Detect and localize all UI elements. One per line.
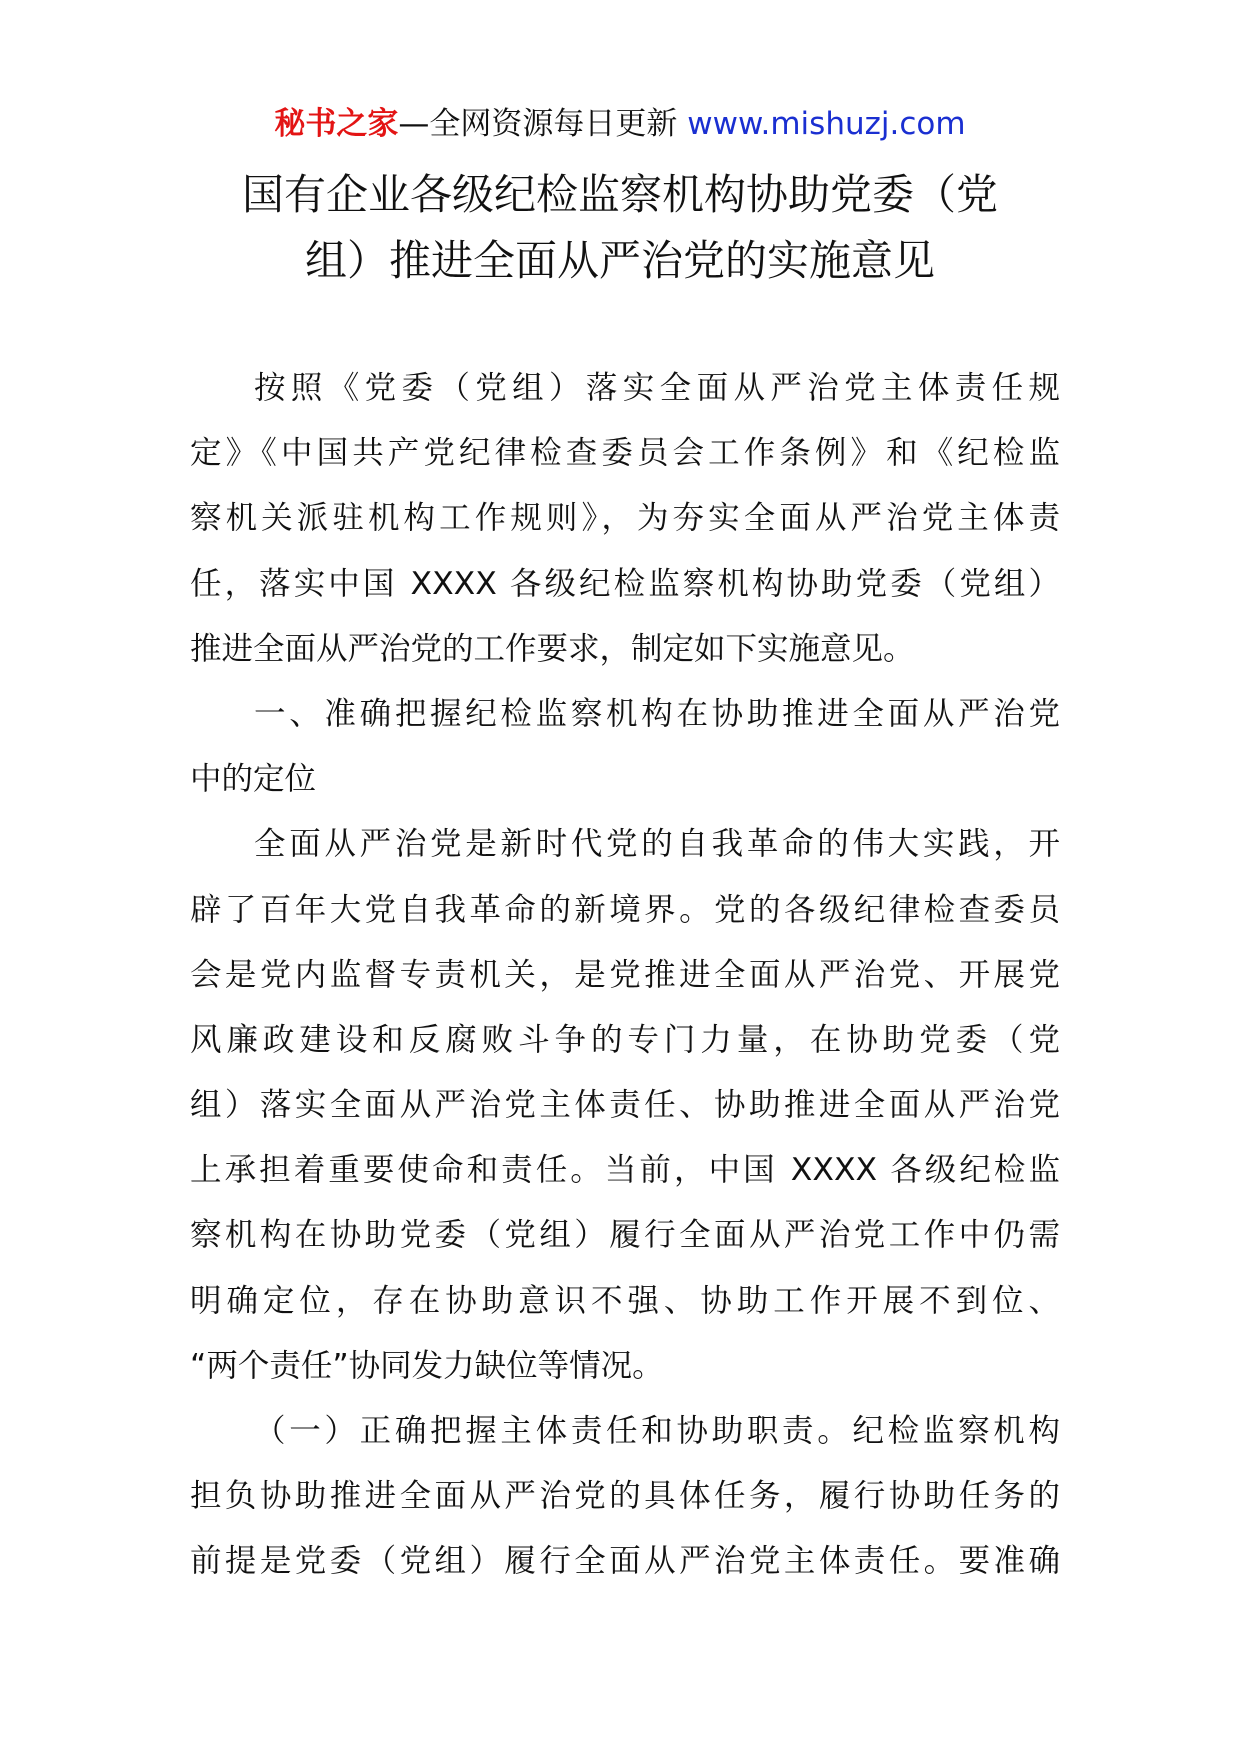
body-line: 定》《中国共产党纪律检查委员会工作条例》和《纪检监: [190, 435, 1060, 472]
document-body: [190, 356, 1060, 1595]
body-line: 任，落实中国 XXXX 各级纪检监察机构协助党委（党组）: [190, 565, 1060, 602]
body-line: “两个责任”协同发力缺位等情况。: [190, 1347, 664, 1384]
body-line: 风廉政建设和反腐败斗争的专门力量，在协助党委（党: [190, 1021, 1060, 1058]
site-header: [0, 104, 1240, 144]
subsection-line: （一）正确把握主体责任和协助职责。纪检监察机构: [254, 1413, 1060, 1449]
body-line: 担负协助推进全面从严治党的具体任务，履行协助任务的: [190, 1478, 1060, 1515]
body-line: 辟了百年大党自我革命的新境界。党的各级纪律检查委员: [190, 891, 1060, 928]
body-line: 推进全面从严治党的工作要求，制定如下实施意见。: [190, 630, 915, 667]
title-line: 国有企业各级纪检监察机构协助党委（党: [241, 170, 998, 219]
body-line: 察机构在协助党委（党组）履行全面从严治党工作中仍需: [190, 1217, 1060, 1254]
body-line: 组）落实全面从严治党主体责任、协助推进全面从严治党: [190, 1087, 1060, 1124]
body-line: 全面从严治党是新时代党的自我革命的伟大实践，开: [254, 826, 1060, 863]
document-title: [150, 162, 1090, 294]
body-line: 察机关派驻机构工作规则》，为夯实全面从严治党主体责: [190, 500, 1060, 537]
body-line: 按照《党委（党组）落实全面从严治党主体责任规: [254, 370, 1060, 406]
header-tagline: —全网资源每日更新: [398, 106, 678, 142]
brand-name: 秘书之家: [274, 106, 399, 142]
section-heading-line: 中的定位: [190, 761, 317, 798]
title-line: 组）推进全面从严治党的实施意见: [304, 236, 935, 285]
body-line: 会是党内监督专责机关，是党推进全面从严治党、开展党: [190, 956, 1060, 993]
body-line: 上承担着重要使命和责任。当前，中国 XXXX 各级纪检监: [190, 1152, 1060, 1189]
section-heading-line: 一、准确把握纪检监察机构在协助推进全面从严治党: [254, 695, 1060, 732]
site-url[interactable]: www.mishuzj.com: [687, 106, 966, 142]
body-line: 前提是党委（党组）履行全面从严治党主体责任。要准确: [190, 1543, 1060, 1580]
body-line: 明确定位，存在协助意识不强、协助工作开展不到位、: [190, 1282, 1060, 1319]
